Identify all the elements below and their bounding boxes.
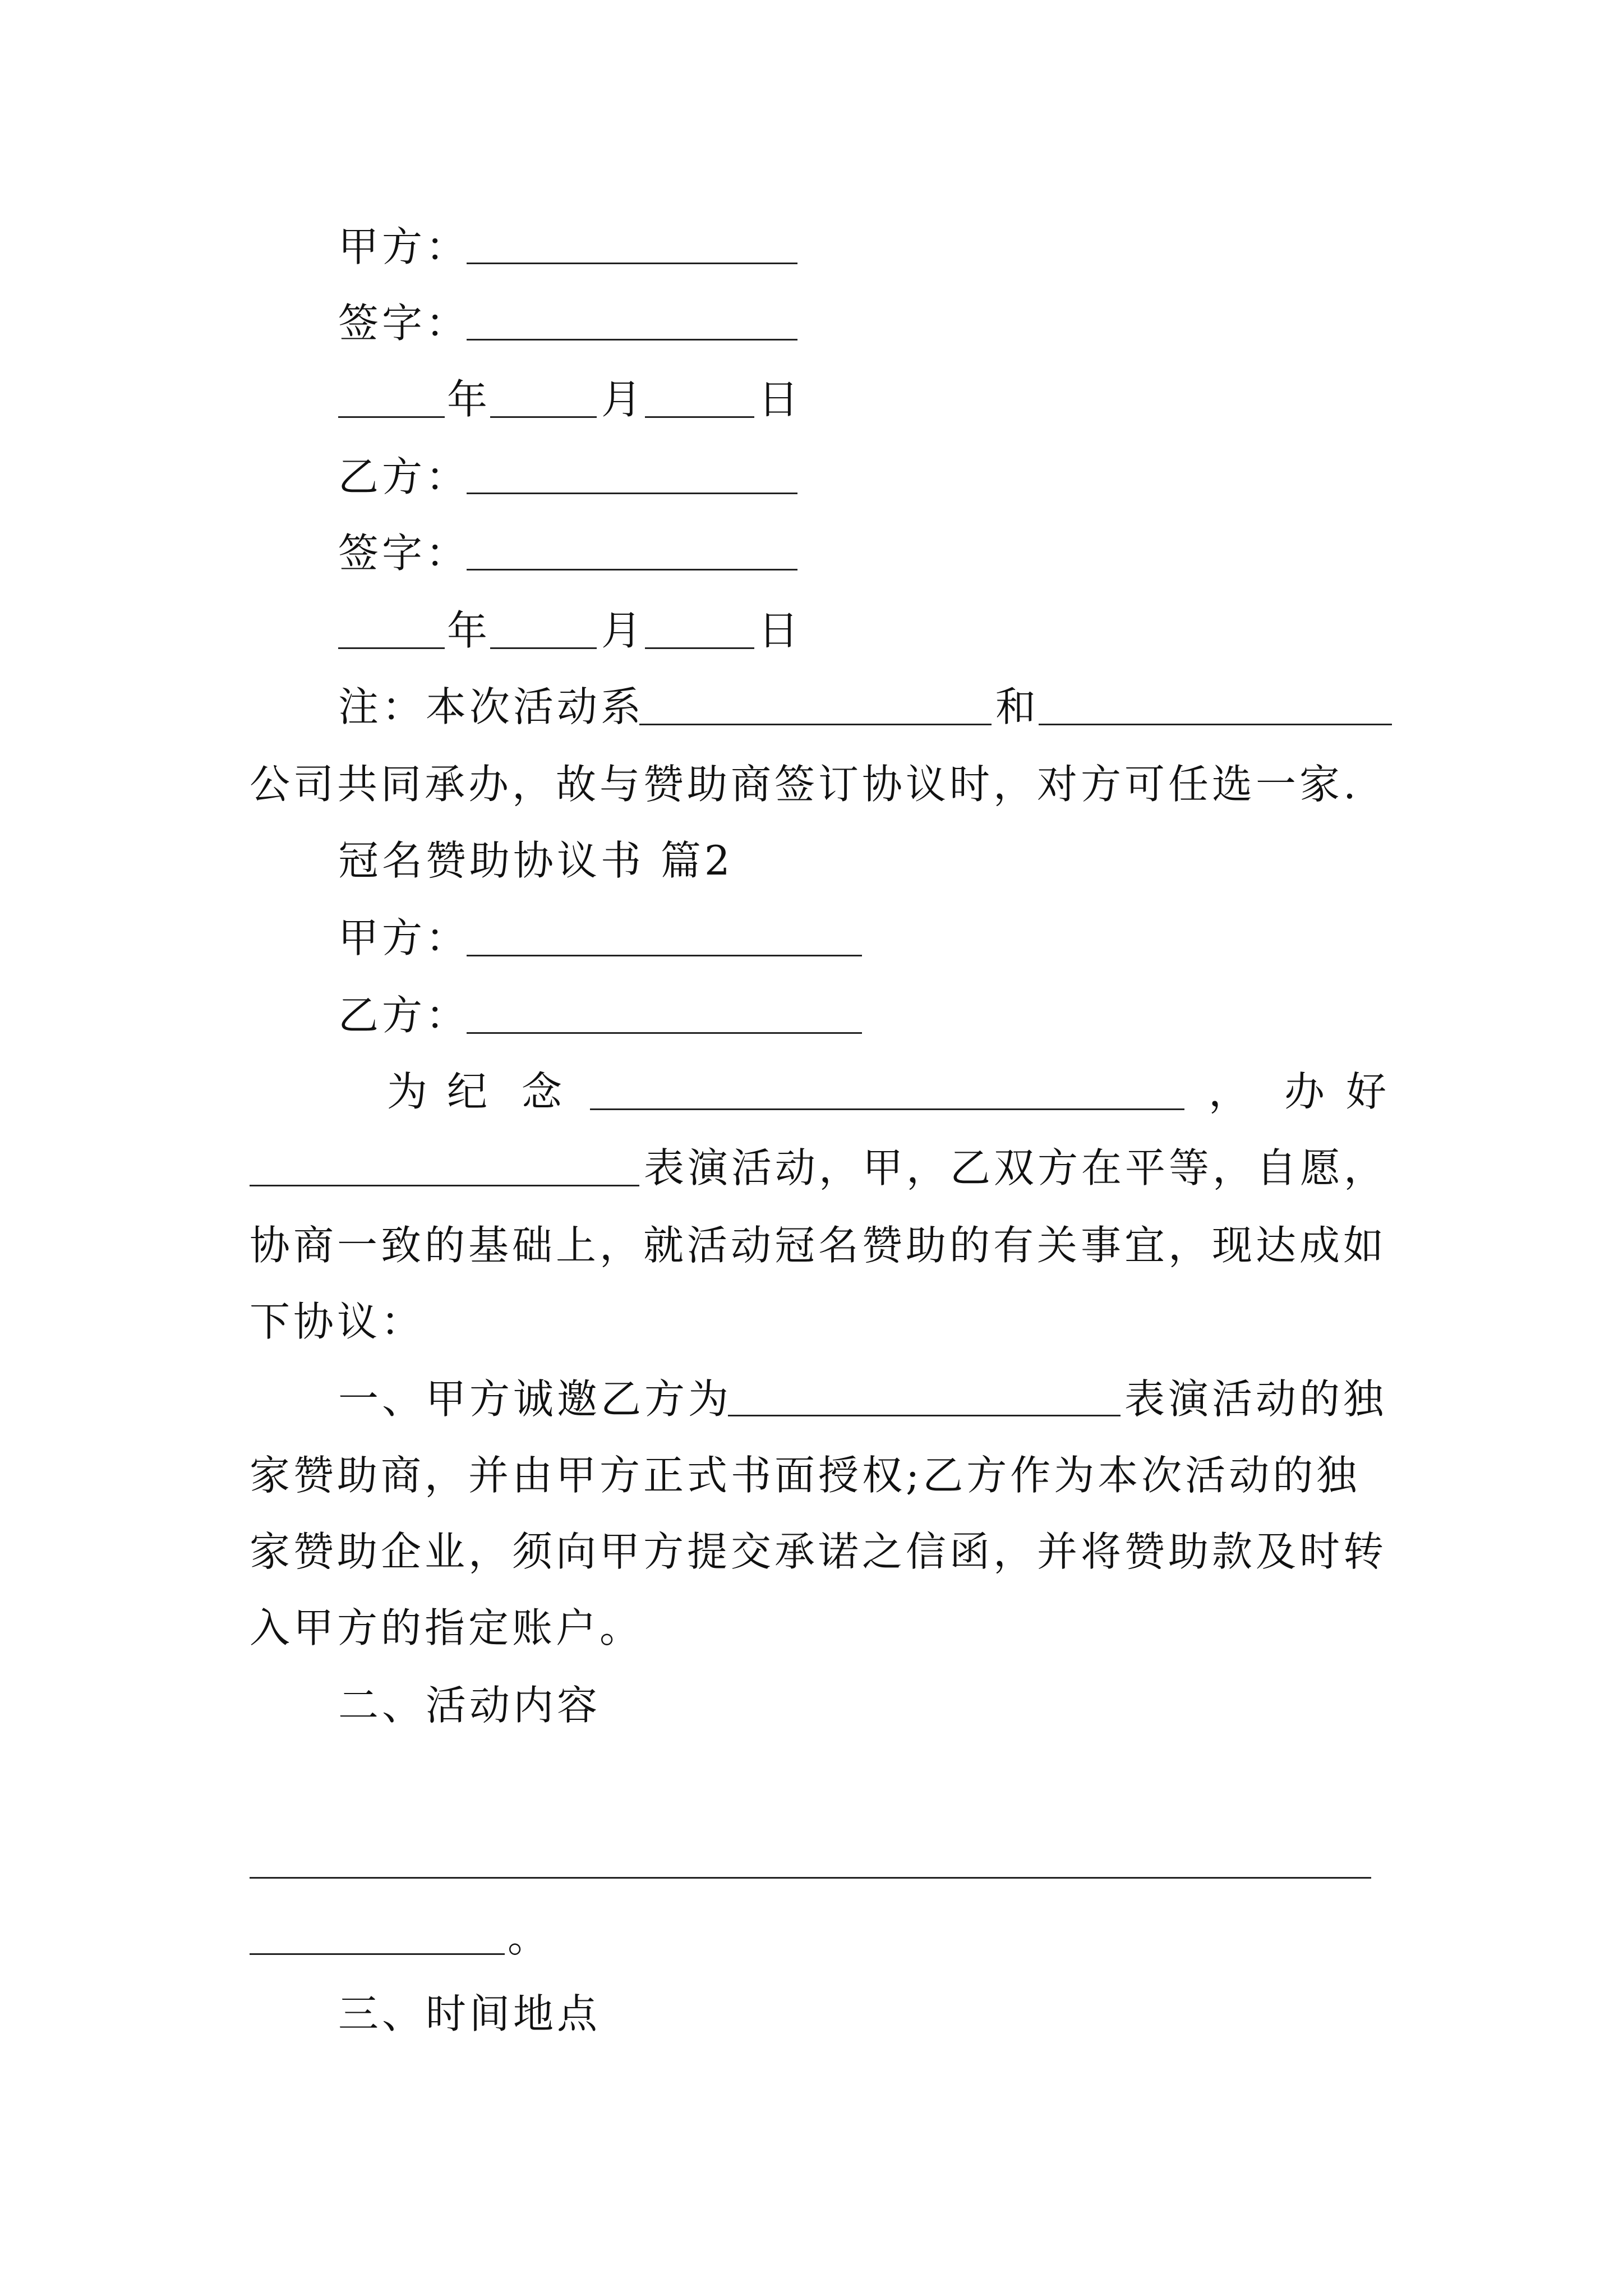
date2-day-label: 日 [758, 607, 803, 654]
party-b-label: 乙方： [338, 453, 470, 500]
note-blank-1 [639, 724, 992, 725]
p1-char-3: 念 [522, 1068, 562, 1115]
item-2-end: 。 [508, 1914, 552, 1961]
date2-year-label: 年 [447, 607, 491, 654]
item-2-blank-short [250, 1953, 505, 1955]
party-b-sign-label: 签字： [338, 530, 470, 577]
section-2-title: 冠名赞助协议书 篇2 [338, 837, 734, 884]
party-a-label: 甲方： [338, 223, 470, 270]
party-a-sign-blank [467, 339, 797, 341]
party-b-blank [467, 493, 797, 494]
date1-day-label: 日 [758, 376, 803, 423]
p1-char-2: 纪 [447, 1068, 488, 1115]
s2-party-b-label: 乙方： [338, 992, 470, 1039]
date2-month-label: 月 [601, 607, 645, 654]
date1-day-blank [645, 416, 754, 418]
date1-month-label: 月 [601, 376, 645, 423]
date2-year-blank [338, 647, 445, 649]
p1-char-5: 办 [1284, 1068, 1325, 1115]
note-blank-2 [1039, 724, 1392, 725]
party-a-blank [467, 263, 797, 264]
item-1-line-4: 入甲方的指定账户。 [250, 1604, 644, 1651]
item-1-blank [728, 1415, 1121, 1416]
item-1-prefix: 一、甲方诚邀乙方为 [338, 1375, 732, 1423]
item-2-title: 二、活动内容 [338, 1682, 601, 1729]
p1-blank-2 [250, 1185, 639, 1186]
p1-line-2: 表演活动，甲，乙双方在平等，自愿， [644, 1144, 1388, 1191]
date2-day-blank [645, 647, 754, 649]
item-1-suffix: 表演活动的独 [1124, 1375, 1387, 1423]
p1-char-1: 为 [387, 1068, 428, 1115]
date2-month-blank [490, 647, 597, 649]
party-a-sign-label: 签字： [338, 300, 470, 347]
date1-year-blank [338, 416, 445, 418]
note-and: 和 [995, 683, 1040, 730]
s2-party-a-label: 甲方： [338, 914, 470, 961]
p1-blank-1 [590, 1108, 1184, 1110]
p1-char-4: ， [1209, 1068, 1249, 1115]
s2-party-a-blank [467, 955, 862, 956]
date1-year-label: 年 [447, 376, 491, 423]
p1-line-4: 下协议： [250, 1298, 425, 1345]
p1-line-3: 协商一致的基础上，就活动冠名赞助的有关事宜，现达成如 [250, 1222, 1387, 1269]
note-line-2: 公司共同承办，故与赞助商签订协议时，对方可任选一家. [250, 761, 1359, 808]
date1-month-blank [490, 416, 597, 418]
note-prefix: 注：本次活动系 [338, 683, 645, 730]
item-2-blank-long [250, 1877, 1371, 1879]
item-1-line-2: 家赞助商，并由甲方正式书面授权;乙方作为本次活动的独 [250, 1452, 1361, 1499]
p1-char-6: 好 [1346, 1068, 1387, 1115]
s2-party-b-blank [467, 1032, 862, 1034]
party-b-sign-blank [467, 569, 797, 570]
item-1-line-3: 家赞助企业，须向甲方提交承诺之信函，并将赞助款及时转 [250, 1528, 1387, 1575]
item-3-title: 三、时间地点 [338, 1990, 601, 2037]
